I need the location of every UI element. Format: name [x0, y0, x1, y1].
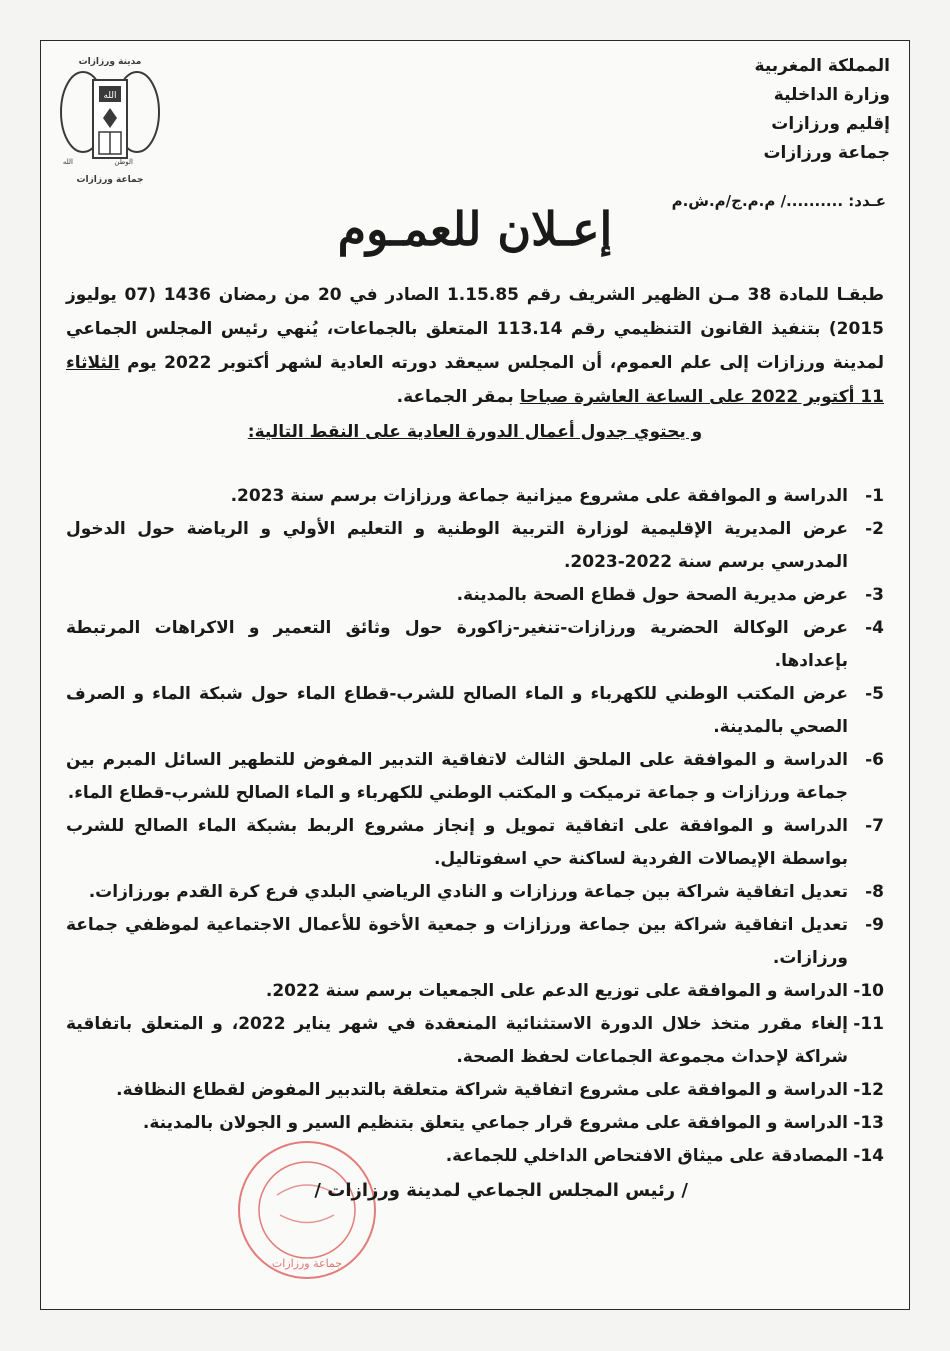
stamp-text: جماعة ورزازات [271, 1257, 343, 1270]
agenda-item-text: عرض المديرية الإقليمية لوزارة التربية الوطنية و التعليم الأولي و الرياضة حول الدخول المدرسي برسم سنة 2022-2023. [66, 519, 848, 572]
letterhead-kingdom: المملكة المغربية [754, 56, 890, 76]
agenda-item-number: 8- [865, 882, 884, 902]
agenda-item-number: 10- [853, 981, 884, 1001]
agenda-item [66, 975, 884, 1008]
agenda-item [66, 909, 884, 975]
agenda-item [66, 678, 884, 744]
agenda-subtitle: و يحتوي جدول أعمال الدورة العادية على النقط التالية: [247, 422, 703, 442]
agenda-item [66, 810, 884, 876]
official-stamp [232, 1135, 382, 1285]
letterhead-commune: جماعة ورزازات [763, 143, 890, 163]
agenda-item-text: عرض مديرية الصحة حول قطاع الصحة بالمدينة. [456, 585, 848, 605]
agenda-item [66, 744, 884, 810]
letterhead [755, 52, 890, 168]
agenda-item-number: 9- [865, 915, 884, 935]
agenda-item [66, 1140, 884, 1173]
agenda-item-number: 13- [853, 1113, 884, 1133]
agenda-item [66, 579, 884, 612]
agenda-item-number: 3- [865, 585, 884, 605]
agenda-item-text: عرض المكتب الوطني للكهرباء و الماء الصالح للشرب-قطاع الماء حول شبكة الماء و الصرف الصحي بالمدينة. [66, 684, 848, 737]
agenda-item [66, 1107, 884, 1140]
intro-text: طبقـا للمادة 38 مـن الظهير الشريف رقم 1.15.85 الصادر في 20 من رمضان 1436 (07 يوليوز 2015) بتنفيذ القانون التنظيمي رقم 113.14 المتعلق بالجماعات، يُنهي رئيس المجلس الجماعي لمدينة ورزازات إلى علم العموم، أن المجلس سيعقد دورته العادية لشهر أكتوبر 2022 يوم [66, 285, 884, 373]
agenda-item-text: الدراسة و الموافقة على توزيع الدعم على الجمعيات برسم سنة 2022. [265, 981, 848, 1001]
emblem-center-text: الله [103, 91, 117, 101]
agenda-item-text: عرض الوكالة الحضرية ورزازات-تنغير-زاكورة حول وثائق التعمير و الاكراهات المرتبطة بإعدادها. [66, 618, 848, 671]
emblem-bottom-text: جماعة ورزازات [76, 175, 144, 185]
agenda-item [66, 1008, 884, 1074]
agenda-item-text: الدراسة و الموافقة على مشروع اتفاقية شراكة متعلقة بالتدبير المفوض لقطاع النظافة. [116, 1080, 848, 1100]
agenda-item-number: 12- [853, 1080, 884, 1100]
agenda-item [66, 480, 884, 513]
emblem-right-text: الوطن [114, 158, 133, 166]
letterhead-ministry: وزارة الداخلية [773, 85, 890, 105]
page-title: إعـلان للعمـوم [337, 202, 613, 256]
agenda-item [66, 513, 884, 579]
agenda-item [66, 1074, 884, 1107]
intro-meeting-date: الثلاثاء 11 أكتوبر 2022 على الساعة العاشرة صباحا [66, 353, 884, 407]
agenda-item-text: الدراسة و الموافقة على اتفاقية تمويل و إنجاز مشروع الربط بشبكة الماء الصالح للشرب بواسطة الإيصالات الفردية لساكنة حي اسفوتاليل. [66, 816, 848, 869]
signature-line: / رئيس المجلس الجماعي لمدينة ورزازات / [314, 1180, 688, 1201]
agenda-item-number: 6- [865, 750, 884, 770]
intro-end: بمقر الجماعة. [396, 387, 514, 407]
agenda-item-number: 4- [865, 618, 884, 638]
emblem-top-text: مدينة ورزازات [78, 57, 142, 67]
emblem-logo [55, 52, 165, 187]
agenda-item [66, 876, 884, 909]
agenda-item-number: 2- [865, 519, 884, 539]
agenda-item-text: الدراسة و الموافقة على مشروع قرار جماعي يتعلق بتنظيم السير و الجولان بالمدينة. [142, 1113, 848, 1133]
agenda-item [66, 612, 884, 678]
agenda-item-text: تعديل اتفاقية شراكة بين جماعة ورزازات و جمعية الأخوة للأعمال الاجتماعية لموظفي جماعة ورزازات. [66, 915, 848, 968]
intro-paragraph [66, 278, 884, 414]
agenda-item-text: المصادقة على ميثاق الافتحاص الداخلي للجماعة. [445, 1146, 848, 1166]
reference-number: عـدد: ........../ م.م.ج/م.ش.م [671, 192, 886, 210]
agenda-item-number: 1- [865, 486, 884, 506]
letterhead-province: إقليم ورزازات [771, 114, 890, 134]
agenda-item-number: 7- [865, 816, 884, 836]
agenda-item-number: 11- [853, 1014, 884, 1034]
agenda-item-text: الدراسة و الموافقة على مشروع ميزانية جماعة ورزازات برسم سنة 2023. [230, 486, 848, 506]
agenda-item-number: 5- [865, 684, 884, 704]
agenda-item-number: 14- [853, 1146, 884, 1166]
agenda-list [66, 480, 884, 1173]
agenda-item-text: الدراسة و الموافقة على الملحق الثالث لاتفاقية التدبير المفوض للتطهير السائل المبرم بين جماعة ورزازات و جماعة ترميكت و المكتب الوطني للكهرباء و الماء الصالح للشرب-قطاع الماء. [66, 750, 848, 803]
emblem-left-text: الله [62, 158, 73, 166]
agenda-item-text: إلغاء مقرر متخذ خلال الدورة الاستثنائية المنعقدة في شهر يناير 2022، و المتعلق باتفاقية شراكة لإحداث مجموعة الجماعات لحفظ الصحة. [66, 1014, 848, 1067]
agenda-item-text: تعديل اتفاقية شراكة بين جماعة ورزازات و النادي الرياضي البلدي فرع كرة القدم بورزازات. [88, 882, 848, 902]
